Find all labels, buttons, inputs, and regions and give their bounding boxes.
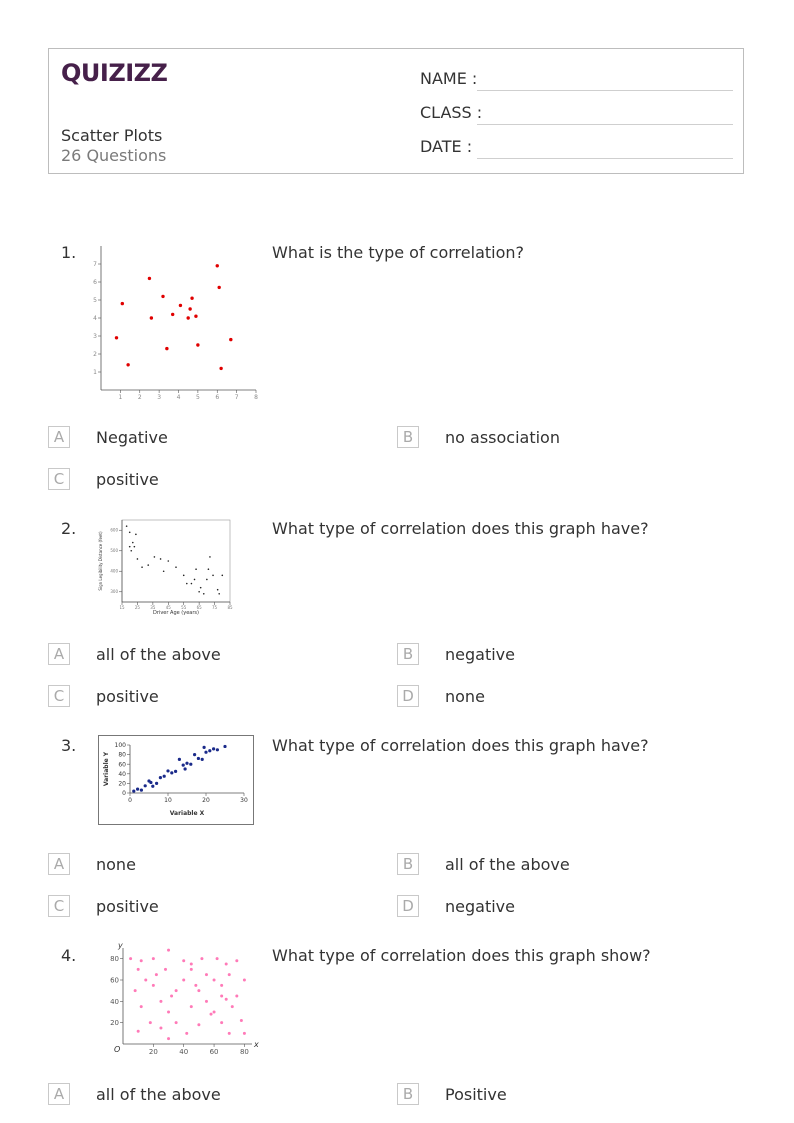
data-point (163, 775, 166, 778)
data-point (221, 575, 223, 577)
data-point (167, 1037, 170, 1040)
data-point (140, 789, 143, 792)
data-point (235, 959, 238, 962)
x-tick-label: 25 (134, 605, 140, 610)
option-d-text[interactable]: negative (445, 897, 515, 916)
scatter-chart-q1 (93, 238, 260, 402)
y-tick-label: 20 (118, 780, 126, 788)
data-point (209, 556, 211, 558)
data-point (137, 558, 139, 560)
data-point (155, 973, 158, 976)
data-point (163, 570, 165, 572)
data-point (155, 782, 158, 785)
option-c-text[interactable]: positive (96, 897, 159, 916)
data-point (165, 347, 168, 350)
data-point (205, 1000, 208, 1003)
data-point (217, 589, 219, 591)
data-point (196, 343, 199, 346)
data-point (235, 995, 238, 998)
data-point (141, 566, 143, 568)
data-point (186, 583, 188, 585)
data-point (201, 758, 204, 761)
data-point (216, 957, 219, 960)
data-point (144, 979, 147, 982)
data-point (203, 593, 205, 595)
x-tick-label: 60 (209, 1048, 219, 1056)
data-point (182, 959, 185, 962)
data-point (206, 579, 208, 581)
worksheet-header (48, 48, 744, 174)
option-c-box[interactable]: C (48, 468, 70, 490)
quizizz-logo: QUIZIZZ (61, 59, 168, 87)
y-tick-label: 600 (110, 527, 118, 533)
data-point (159, 1000, 162, 1003)
data-point (167, 560, 169, 562)
option-a-box[interactable]: A (48, 1083, 70, 1105)
y-tick-label: 0 (122, 790, 126, 798)
x-tick-label: 80 (239, 1048, 249, 1056)
data-point (190, 297, 193, 300)
data-point (167, 1011, 170, 1014)
data-point (213, 1011, 216, 1014)
y-tick-label: 60 (110, 976, 119, 985)
data-point (182, 979, 185, 982)
question-number: 1. (61, 243, 77, 262)
x-tick-label: 45 (165, 605, 171, 610)
y-tick-label: 6 (93, 279, 97, 287)
x-tick-label: 85 (227, 605, 233, 610)
data-point (129, 957, 132, 960)
data-point (178, 758, 181, 761)
y-tick-label: 7 (93, 261, 97, 269)
data-point (223, 745, 226, 748)
data-point (166, 769, 169, 772)
data-point (212, 747, 215, 750)
data-point (220, 984, 223, 987)
data-point (160, 558, 162, 560)
y-axis-label: Sign Legibility Distance (feet) (98, 531, 103, 591)
data-point (240, 1019, 243, 1022)
name-field[interactable] (477, 89, 733, 91)
origin-label: O (114, 1045, 121, 1054)
data-point (175, 989, 178, 992)
option-c-text[interactable]: positive (96, 470, 159, 489)
x-tick-label: 7 (234, 394, 239, 401)
data-point (205, 973, 208, 976)
data-point (182, 764, 185, 767)
question-text: What type of correlation does this graph have? (272, 519, 649, 538)
data-point (198, 591, 200, 593)
y-tick-label: 3 (93, 333, 97, 341)
data-point (228, 1032, 231, 1035)
x-tick-label: 6 (215, 394, 220, 401)
data-point (185, 762, 188, 765)
data-point (212, 575, 214, 577)
data-point (129, 532, 131, 534)
data-point (175, 1021, 178, 1024)
y-axis-label: y (118, 941, 123, 950)
x-tick-label: 55 (181, 605, 187, 610)
data-point (197, 989, 200, 992)
data-point (203, 746, 206, 749)
option-c-box[interactable]: C (48, 685, 70, 707)
data-point (217, 286, 220, 289)
data-point (170, 771, 173, 774)
question-number: 4. (61, 946, 77, 965)
question-text: What type of correlation does this graph show? (272, 946, 651, 965)
option-d-box[interactable]: D (397, 685, 419, 707)
data-point (126, 525, 128, 527)
data-point (185, 1032, 188, 1035)
x-tick-label: 3 (157, 394, 162, 401)
option-a-text[interactable]: Negative (96, 428, 168, 447)
data-point (140, 1005, 143, 1008)
data-point (190, 1005, 193, 1008)
x-tick-label: 65 (196, 605, 202, 610)
data-point (129, 546, 131, 548)
y-tick-label: 80 (118, 751, 126, 759)
x-axis-label: Variable X (169, 810, 205, 817)
x-tick-label: 20 (202, 797, 210, 804)
data-point (229, 338, 232, 341)
x-tick-label: 40 (179, 1048, 189, 1056)
y-tick-label: 60 (118, 761, 126, 769)
data-point (186, 316, 189, 319)
data-point (135, 534, 137, 536)
data-point (195, 568, 197, 570)
option-b-text[interactable]: Positive (445, 1085, 507, 1104)
x-tick-label: 15 (119, 605, 125, 610)
data-point (216, 264, 219, 267)
option-d-box[interactable]: D (397, 895, 419, 917)
data-point (194, 984, 197, 987)
question-text: What type of correlation does this graph have? (272, 736, 649, 755)
option-a-text[interactable]: all of the above (96, 645, 221, 664)
data-point (183, 575, 185, 577)
x-tick-label: 8 (254, 394, 258, 401)
data-point (152, 984, 155, 987)
data-point (193, 753, 196, 756)
option-b-box[interactable]: B (397, 643, 419, 665)
scatter-chart-q4 (96, 940, 260, 1056)
data-point (216, 748, 219, 751)
option-d-text[interactable]: none (445, 687, 485, 706)
y-tick-label: 40 (110, 997, 119, 1006)
date-label: DATE : (420, 137, 473, 156)
data-point (197, 757, 200, 760)
data-point (150, 316, 153, 319)
data-point (175, 566, 177, 568)
x-tick-label: 75 (212, 605, 218, 610)
data-point (152, 957, 155, 960)
data-point (149, 1021, 152, 1024)
scatter-chart-q2 (96, 514, 236, 618)
data-point (197, 1023, 200, 1026)
x-tick-label: 2 (137, 394, 142, 401)
data-point (190, 963, 193, 966)
data-point (126, 363, 129, 366)
question-count: 26 Questions (61, 146, 167, 165)
data-point (164, 968, 167, 971)
x-tick-label: 20 (148, 1048, 158, 1056)
data-point (208, 568, 210, 570)
y-tick-label: 500 (110, 548, 118, 554)
y-axis-label: Variable Y (103, 751, 110, 787)
data-point (220, 1021, 223, 1024)
data-point (137, 968, 140, 971)
data-point (137, 1030, 140, 1033)
option-b-text[interactable]: negative (445, 645, 515, 664)
scatter-chart-q3 (98, 735, 254, 825)
data-point (194, 579, 196, 581)
x-tick-label: 0 (128, 797, 132, 804)
option-b-box[interactable]: B (397, 853, 419, 875)
y-tick-label: 1 (93, 369, 97, 377)
data-point (204, 751, 207, 754)
y-tick-label: 5 (93, 297, 97, 305)
data-point (159, 1027, 162, 1030)
x-tick-label: 5 (195, 394, 200, 401)
data-point (130, 550, 132, 552)
data-point (144, 784, 147, 787)
data-point (228, 973, 231, 976)
class-label: CLASS : (420, 103, 483, 122)
data-point (200, 587, 202, 589)
y-tick-label: 100 (114, 742, 126, 750)
option-b-text[interactable]: no association (445, 428, 560, 447)
x-tick-label: 30 (240, 797, 248, 804)
data-point (134, 989, 137, 992)
y-tick-label: 300 (110, 589, 118, 595)
data-point (210, 1013, 213, 1016)
data-point (231, 1005, 234, 1008)
data-point (154, 556, 156, 558)
data-point (121, 302, 124, 305)
data-point (174, 770, 177, 773)
option-b-box[interactable]: B (397, 426, 419, 448)
data-point (219, 367, 222, 370)
data-point (171, 313, 174, 316)
data-point (149, 781, 152, 784)
data-point (170, 995, 173, 998)
y-tick-label: 80 (110, 955, 119, 964)
x-axis-label: Driver Age (years) (153, 610, 199, 616)
option-b-text[interactable]: all of the above (445, 855, 570, 874)
data-point (161, 295, 164, 298)
date-field[interactable] (477, 157, 733, 159)
data-point (140, 959, 143, 962)
data-point (225, 963, 228, 966)
data-point (200, 957, 203, 960)
data-point (115, 336, 118, 339)
data-point (213, 979, 216, 982)
x-tick-label: 4 (176, 394, 181, 401)
option-a-box[interactable]: A (48, 853, 70, 875)
class-field[interactable] (477, 123, 733, 125)
data-point (218, 593, 220, 595)
x-tick-label: 10 (164, 797, 172, 804)
y-tick-label: 400 (110, 568, 118, 574)
y-tick-label: 4 (93, 315, 97, 323)
data-point (188, 307, 191, 310)
option-c-text[interactable]: positive (96, 687, 159, 706)
question-text: What is the type of correlation? (272, 243, 525, 262)
data-point (190, 968, 193, 971)
x-tick-label: 1 (118, 394, 123, 401)
data-point (194, 315, 197, 318)
y-tick-label: 40 (118, 770, 126, 778)
data-point (243, 979, 246, 982)
data-point (136, 788, 139, 791)
data-point (179, 304, 182, 307)
data-point (151, 785, 154, 788)
option-a-text[interactable]: none (96, 855, 136, 874)
name-label: NAME : (420, 69, 478, 88)
plot-area (122, 520, 230, 602)
option-a-box[interactable]: A (48, 643, 70, 665)
y-tick-label: 20 (110, 1019, 119, 1028)
option-a-text[interactable]: all of the above (96, 1085, 221, 1104)
data-point (243, 1032, 246, 1035)
data-point (208, 749, 211, 752)
worksheet-title: Scatter Plots (61, 126, 163, 145)
data-point (134, 546, 136, 548)
data-point (132, 789, 135, 792)
data-point (132, 542, 134, 544)
data-point (167, 949, 170, 952)
option-a-box[interactable]: A (48, 426, 70, 448)
data-point (225, 998, 228, 1001)
data-point (220, 995, 223, 998)
data-point (191, 583, 193, 585)
x-axis-label: x (254, 1040, 259, 1049)
data-point (189, 763, 192, 766)
question-number: 2. (61, 519, 77, 538)
x-tick-label: 35 (150, 605, 156, 610)
option-c-box[interactable]: C (48, 895, 70, 917)
y-tick-label: 2 (93, 351, 97, 359)
data-point (184, 767, 187, 770)
question-number: 3. (61, 736, 77, 755)
option-b-box[interactable]: B (397, 1083, 419, 1105)
data-point (159, 776, 162, 779)
data-point (148, 277, 151, 280)
data-point (147, 564, 149, 566)
